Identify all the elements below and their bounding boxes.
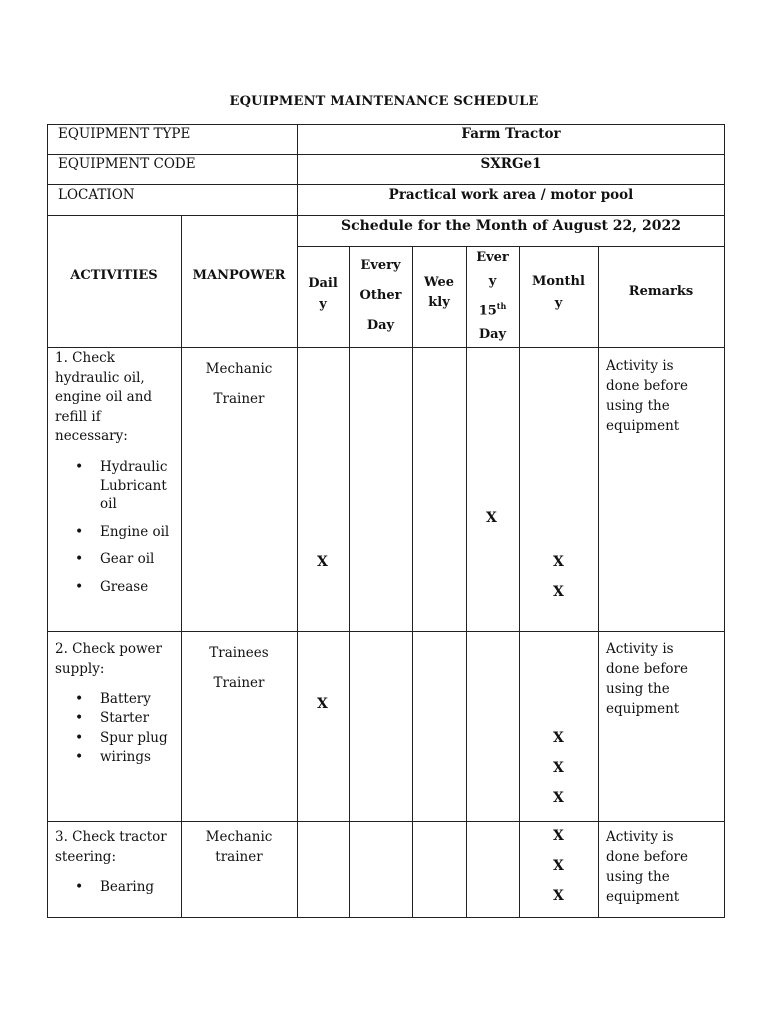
row-3-manpower: Mechanic trainer (205, 829, 273, 865)
document-title: EQUIPMENT MAINTENANCE SCHEDULE (229, 94, 539, 109)
schedule-title: Schedule for the Month of August 22, 2022 (340, 218, 682, 234)
row-2-monthly-mark-1: X (553, 730, 564, 746)
monthly-header: Monthl y (532, 274, 585, 311)
remarks-header: Remarks (628, 284, 694, 299)
row-3-monthly-mark-3: X (553, 888, 564, 904)
list-item: • Engine oil (54, 523, 169, 542)
row-1-every-15th-mark: X (486, 510, 497, 526)
row-3-activity: 3. Check tractor steering: (55, 829, 167, 865)
list-item: • Starter (54, 709, 168, 728)
row-3-monthly-mark-2: X (553, 858, 564, 874)
row-2-item-list (54, 690, 168, 767)
list-item: • Grease (54, 578, 169, 597)
list-item: • Hydraulic Lubricant oil (54, 458, 169, 514)
row-2-remarks: Activity is done before using the equipment (606, 641, 688, 717)
location-label: LOCATION (58, 187, 135, 203)
row-1-manpower: Mechanic Trainer (205, 361, 273, 407)
activities-header: ACTIVITIES (70, 268, 158, 283)
equipment-type-value: Farm Tractor (461, 126, 561, 142)
row-2-daily-mark: X (317, 696, 328, 712)
row-2-activity: 2. Check power supply: (55, 641, 162, 677)
row-1-daily-mark: X (317, 554, 328, 570)
equipment-code-label: EQUIPMENT CODE (58, 156, 196, 172)
every-other-day-header: Every Other Day (359, 258, 402, 333)
row-1-activity: 1. Check hydraulic oil, engine oil and refill if necessary: (55, 350, 153, 445)
row-2-monthly-mark-2: X (553, 760, 564, 776)
list-item: • Spur plug (54, 729, 168, 748)
location-value: Practical work area / motor pool (388, 187, 634, 203)
equipment-code-value: SXRGe1 (480, 156, 542, 172)
row-3-monthly-mark-1: X (553, 828, 564, 844)
row-3-remarks: Activity is done before using the equipment (606, 829, 688, 905)
list-item: • Gear oil (54, 550, 169, 569)
row-1-monthly-mark-1: X (553, 554, 564, 570)
list-item: • Battery (54, 690, 168, 709)
list-item: • Bearing (54, 878, 154, 897)
row-3-item-list (54, 878, 154, 897)
equipment-type-label: EQUIPMENT TYPE (58, 126, 191, 142)
row-2-manpower: Trainees Trainer (209, 645, 269, 691)
every-15th-day-header: Ever y 15th Day (476, 250, 509, 343)
daily-header: Dail y (308, 276, 338, 312)
list-item: • wirings (54, 748, 168, 767)
row-1-remarks: Activity is done before using the equipment (606, 358, 688, 434)
row-1-item-list (54, 458, 169, 596)
manpower-header: MANPOWER (192, 268, 286, 283)
row-1-monthly-mark-2: X (553, 584, 564, 600)
weekly-header: Wee kly (423, 275, 455, 310)
row-2-monthly-mark-3: X (553, 790, 564, 806)
